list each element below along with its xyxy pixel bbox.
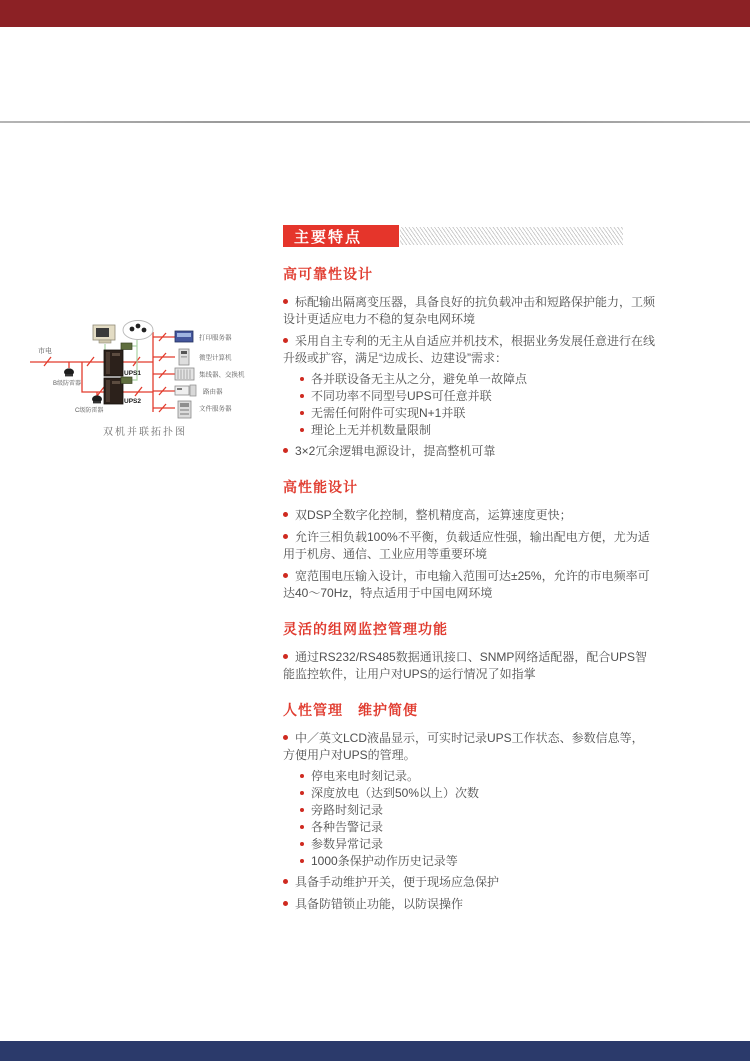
sub-bullet-text: 参数异常记录 (311, 837, 384, 851)
bullet-dot-icon (300, 411, 304, 415)
bullet-dot-icon (300, 428, 304, 432)
device-label: 文件服务器 (199, 405, 232, 413)
bullet-dot-icon (283, 901, 288, 906)
bullet-text: 双DSP全数字化控制，整机精度高，运算速度更快； (295, 508, 572, 522)
sub-bullet-text: 理论上无并机数量限制 (311, 423, 432, 437)
bullet-item (283, 507, 655, 524)
section-high-reliability (283, 264, 655, 460)
ups1-tower-icon (104, 350, 123, 376)
bullet-text: 采用自主专利的无主从自适应并机技术，根据业务发展任意进行在线升级或扩容，满足“边成长、边建设”需求： (283, 334, 656, 365)
bullet-dot-icon (283, 735, 288, 740)
surge-b-label: B级防雷器 (53, 381, 82, 387)
power-lines (30, 332, 175, 412)
bullet-dot-icon (283, 654, 288, 659)
monitor-icon (93, 325, 115, 343)
sub-bullet-text: 旁路时刻记录 (311, 803, 384, 817)
bullet-dot-icon (283, 879, 288, 884)
file-server-icon (178, 401, 191, 418)
surge-c-label: C级防雷器 (75, 408, 104, 414)
bullet-item (283, 443, 655, 460)
bullet-text: 中／英文LCD液晶显示，可实时记录UPS工作状态、参数信息等，方便用户对UPS的管理。 (283, 731, 644, 762)
bullet-text: 标配输出隔离变压器，具备良好的抗负载冲击和短路保护能力，工频设计更适应电力不稳的复杂电网环境 (283, 295, 656, 326)
features-banner-title: 主要特点 (283, 225, 399, 247)
cloud-devices-icon (123, 321, 153, 340)
bullet-dot-icon (283, 299, 288, 304)
bullet-dot-icon (283, 573, 288, 578)
bullet-item (283, 896, 655, 913)
sub-bullet-item (300, 405, 655, 421)
sub-bullet-item (300, 768, 655, 784)
bullet-dot-icon (283, 512, 288, 517)
device-label: 集线器、交换机 (199, 371, 245, 379)
sub-bullet-item (300, 422, 655, 438)
bullet-dot-icon (283, 338, 288, 343)
snmp-adapter-icon (121, 377, 132, 384)
bullet-dot-icon (300, 377, 304, 381)
bullet-list (283, 294, 655, 460)
sub-bullet-item (300, 388, 655, 404)
header-divider-line (0, 121, 750, 123)
bullet-item (283, 730, 655, 869)
bullet-text: 3×2冗余逻辑电源设计，提高整机可靠 (295, 444, 496, 458)
bullet-list (283, 649, 655, 683)
router-icon (175, 385, 196, 396)
device-label: 微型计算机 (199, 354, 232, 362)
snmp-adapter-icon (121, 343, 132, 350)
bullet-dot-icon (300, 842, 304, 846)
topology-diagram (25, 316, 260, 448)
bullet-text: 具备手动维护开关，便于现场应急保护 (295, 875, 500, 889)
bullet-item (283, 568, 655, 602)
bottom-color-band (0, 1041, 750, 1061)
bullet-dot-icon (300, 774, 304, 778)
bullet-text: 通过RS232/RS485数据通讯接口、SNMP网络适配器，配合UPS智能监控软件，让用户对UPS的运行情况了如指掌 (283, 650, 648, 681)
bullet-text: 宽范围电压输入设计，市电输入范围可达±25%，允许的市电频率可达40～70Hz，特点适用于中国电网环境 (283, 569, 650, 600)
bullet-item (283, 333, 655, 438)
section-network-monitoring (283, 619, 655, 683)
bullet-item (283, 649, 655, 683)
section-title: 人性管理 维护简便 (283, 702, 418, 718)
sub-bullet-list (300, 768, 655, 869)
section-title: 高性能设计 (283, 479, 358, 495)
ups1-label: UPS1 (124, 370, 141, 377)
sub-bullet-item (300, 802, 655, 818)
sub-bullet-item (300, 836, 655, 852)
sub-bullet-item (300, 819, 655, 835)
section-title: 高可靠性设计 (283, 266, 373, 282)
sub-bullet-item (300, 853, 655, 869)
section-high-performance (283, 477, 655, 602)
sub-bullet-list (300, 371, 655, 438)
top-color-band (0, 0, 750, 27)
diagram-caption: 双机并联拓扑图 (103, 427, 187, 438)
bullet-dot-icon (283, 448, 288, 453)
print-server-icon (175, 331, 193, 342)
bullet-dot-icon (300, 808, 304, 812)
ups2-label: UPS2 (124, 398, 141, 405)
bullet-item (283, 529, 655, 563)
bullet-dot-icon (300, 859, 304, 863)
sub-bullet-text: 各并联设备无主从之分，避免单一故障点 (311, 372, 528, 386)
sub-bullet-text: 深度放电（达到50%以上）次数 (311, 786, 480, 800)
bullet-item (283, 294, 655, 328)
device-label: 打印服务器 (199, 334, 232, 342)
banner-hatch-pattern (400, 227, 623, 245)
bullet-dot-icon (300, 825, 304, 829)
bullet-list (283, 507, 655, 602)
sub-bullet-item (300, 785, 655, 801)
bullet-dot-icon (300, 791, 304, 795)
surge-arrester-c-icon (92, 395, 102, 403)
features-banner (283, 225, 655, 247)
bullet-item (283, 874, 655, 891)
pc-icon (179, 349, 189, 365)
device-label: 路由器 (203, 388, 223, 396)
features-content (283, 225, 655, 918)
sub-bullet-item (300, 371, 655, 387)
bullet-list (283, 730, 655, 913)
mains-label: 市电 (38, 348, 52, 355)
hub-switch-icon (175, 368, 194, 380)
section-title: 灵活的组网监控管理功能 (283, 621, 448, 637)
bullet-text: 允许三相负载100%不平衡，负载适应性强，输出配电方便，尤为适用于机房、通信、工业应用等重要环境 (283, 530, 650, 561)
bullet-dot-icon (300, 394, 304, 398)
sub-bullet-text: 停电来电时刻记录。 (311, 769, 420, 783)
sub-bullet-text: 1000条保护动作历史记录等 (311, 854, 458, 868)
sub-bullet-text: 各种告警记录 (311, 820, 384, 834)
section-humanized-management (283, 700, 655, 913)
sub-bullet-text: 无需任何附件可实现N+1并联 (311, 406, 466, 420)
bullet-dot-icon (283, 534, 288, 539)
sub-bullet-text: 不同功率不同型号UPS可任意并联 (311, 389, 492, 403)
surge-arrester-b-icon (64, 368, 74, 376)
bullet-text: 具备防错锁止功能，以防误操作 (295, 897, 464, 911)
ups2-tower-icon (104, 378, 123, 404)
